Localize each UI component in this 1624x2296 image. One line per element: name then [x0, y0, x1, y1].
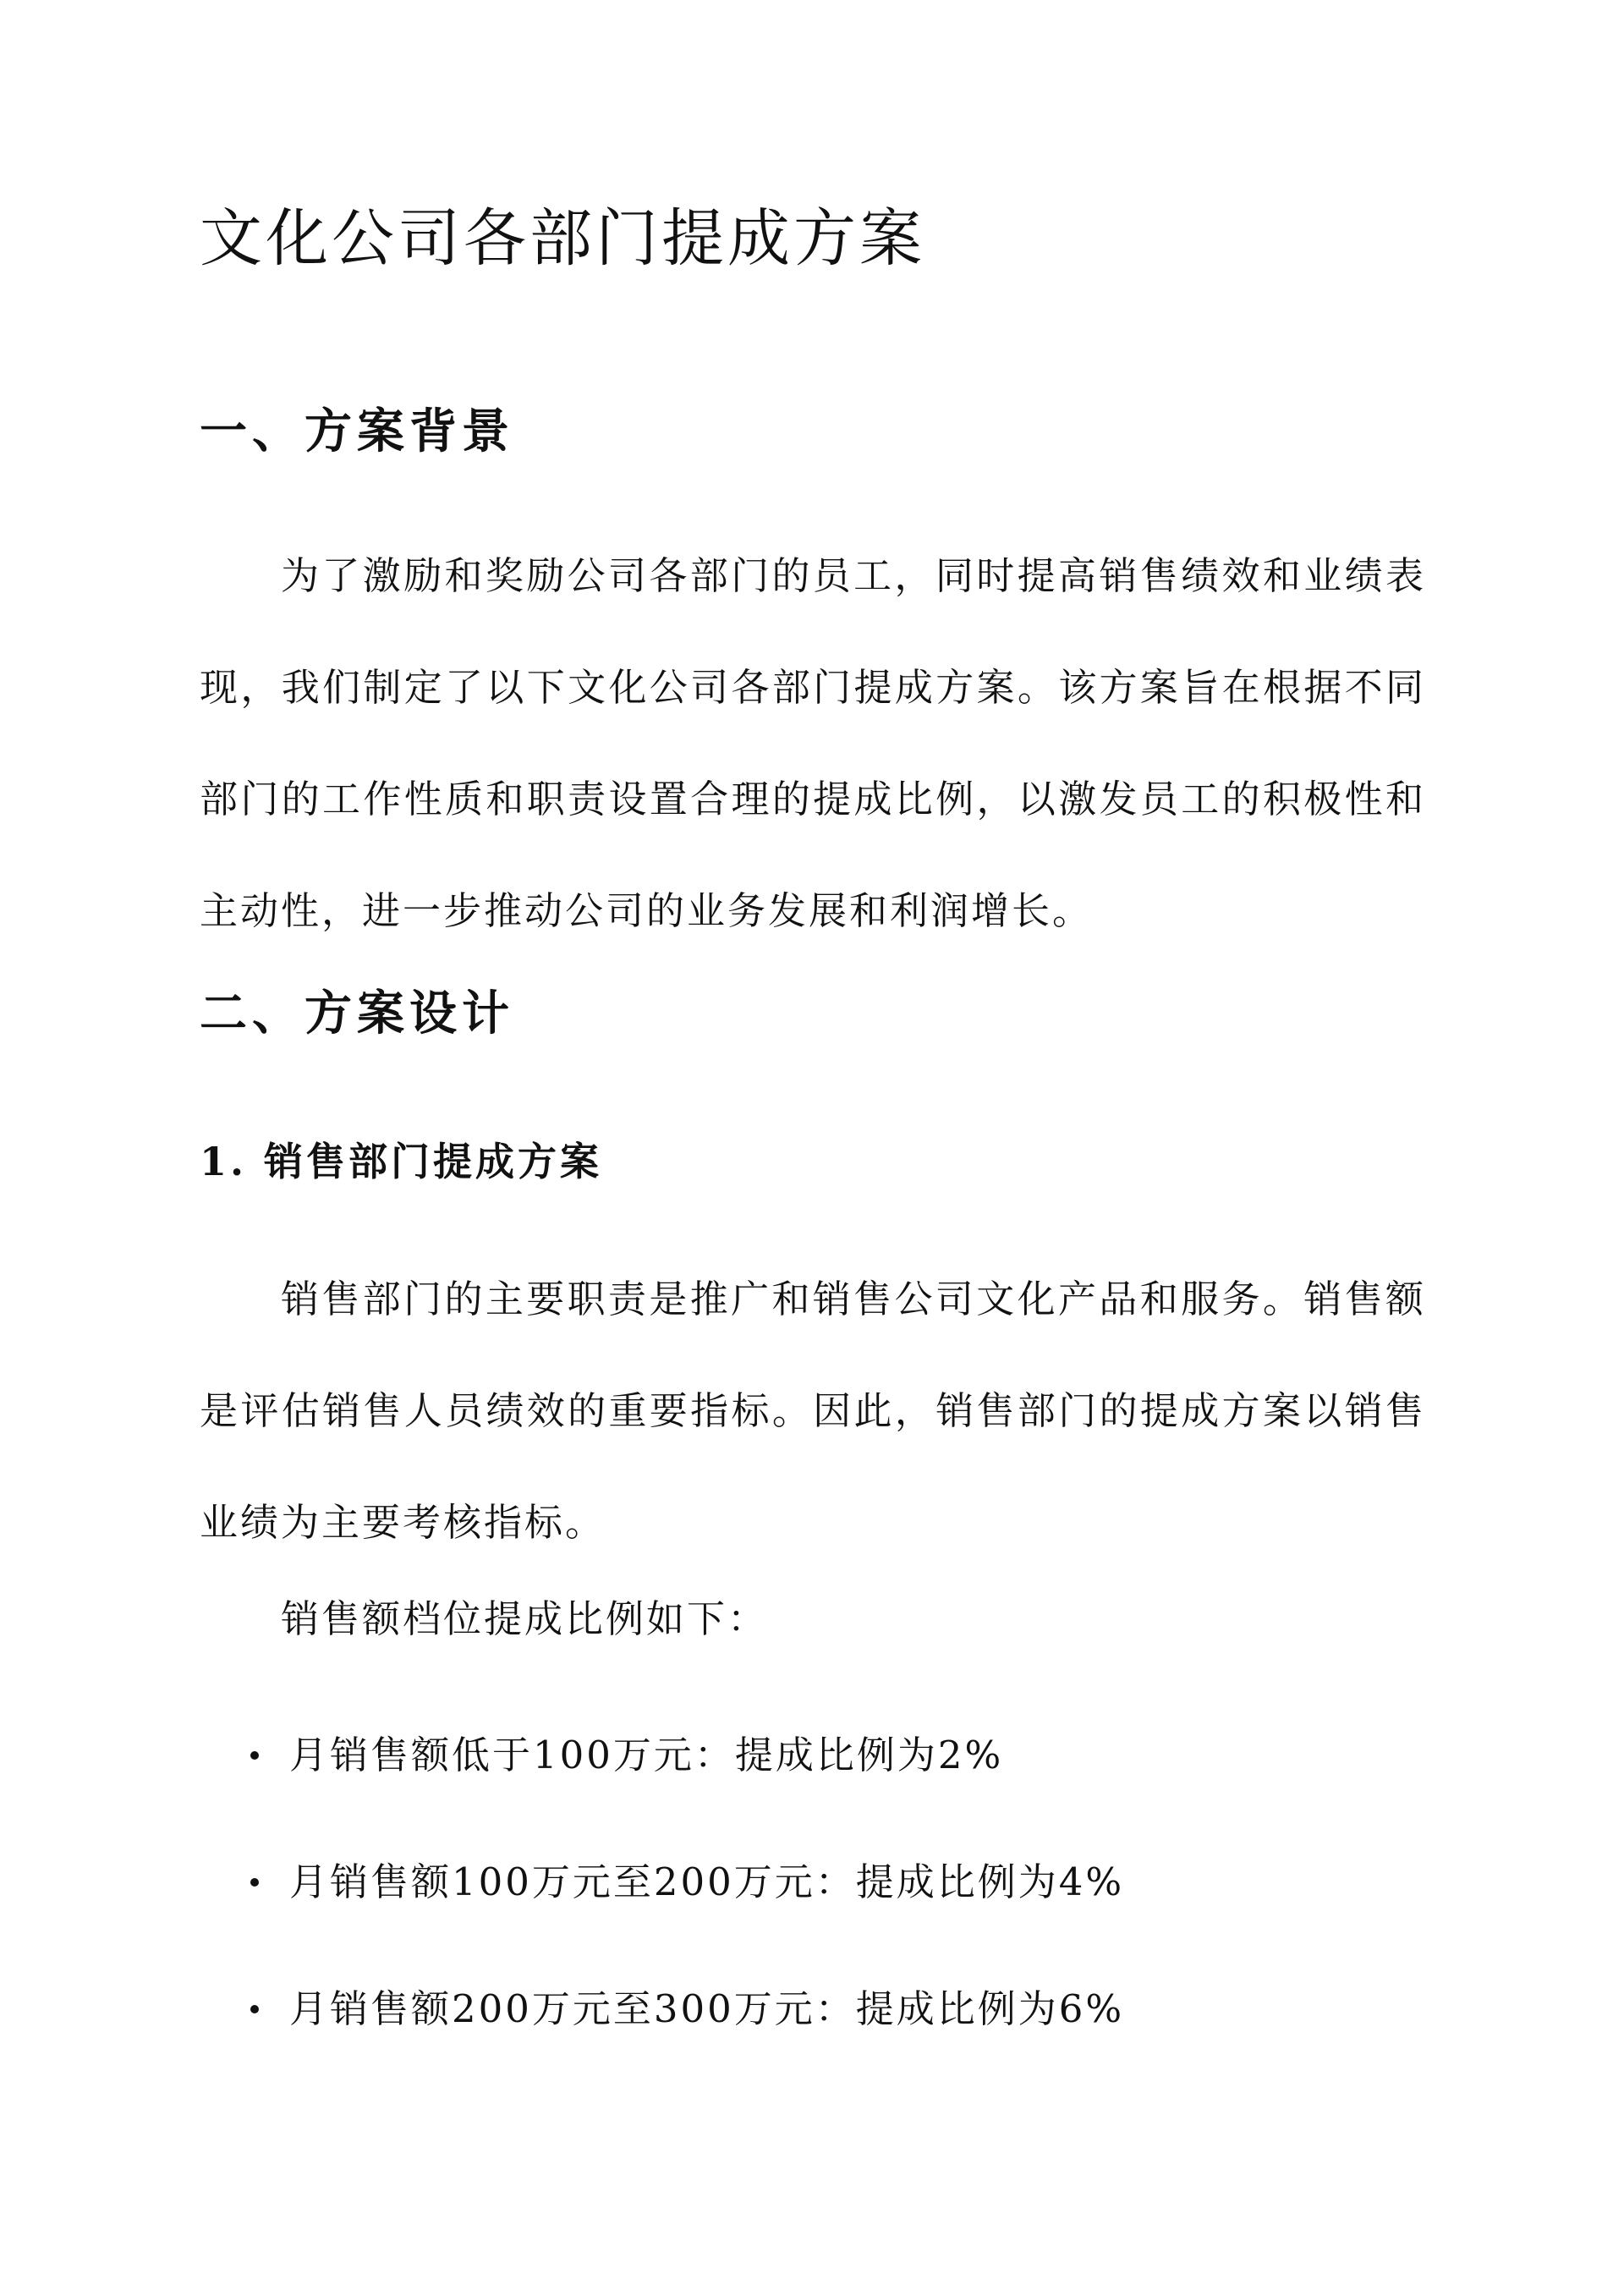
list-item: [250, 1700, 1124, 1827]
tier-text: 月销售额200万元至300万元：提成比例为6%: [289, 1986, 1125, 2031]
tier-text: 月销售额低于100万元：提成比例为2%: [289, 1733, 1004, 1777]
background-paragraph: 为了激励和奖励公司各部门的员工，同时提高销售绩效和业绩表现，我们制定了以下文化公司各部门提成方案。该方案旨在根据不同部门的工作性质和职责设置合理的提成比例，以激发员工的积极性和主动性，进一步推动公司的业务发展和利润增长。: [200, 553, 1426, 933]
sales-paragraph: 销售部门的主要职责是推广和销售公司文化产品和服务。销售额是评估销售人员绩效的重要指标。因此，销售部门的提成方案以销售业绩为主要考核指标。: [200, 1277, 1426, 1545]
bullet-icon: [250, 2005, 259, 2013]
commission-tier-list: [250, 1700, 1124, 2081]
list-item: [250, 1954, 1124, 2081]
tier-text: 月销售额100万元至200万元：提成比例为4%: [289, 1859, 1125, 1904]
bullet-icon: [250, 1751, 259, 1760]
list-item: [250, 1827, 1124, 1954]
subsection-heading-sales: 1. 销售部门提成方案: [200, 1139, 603, 1184]
document-title: 文化公司各部门提成方案: [200, 202, 925, 275]
bullet-icon: [250, 1878, 259, 1887]
section-heading-background: 一、方案背景: [200, 404, 514, 459]
tiers-intro: 销售额档位提成比例如下：: [281, 1596, 769, 1641]
section-heading-design: 二、方案设计: [200, 986, 514, 1041]
